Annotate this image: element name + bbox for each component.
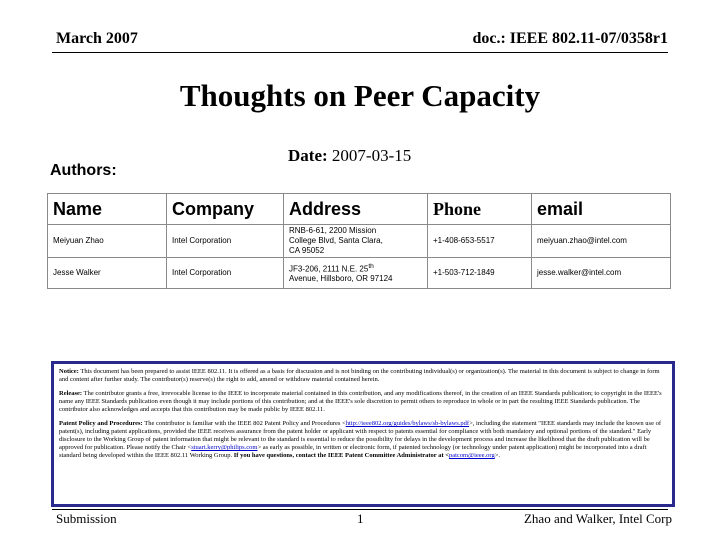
table-row: [48, 225, 671, 258]
notice-label: Notice:: [59, 368, 79, 375]
header-phone: Phone: [428, 194, 532, 225]
header-divider: [52, 52, 668, 53]
patent-text: > as early as possible, in written or electronic form, if patented technology (or technology under patent application) might be incorporated into a draft standard being developed within the IEEE 802.11 Working Group.: [59, 444, 647, 459]
slide-title: Thoughts on Peer Capacity: [179, 78, 541, 113]
notice-text: This document has been prepared to assist IEEE 802.11. It is offered as a basis for discussion and is not binding on the contributing individual(s) or organization(s). The material in this document is subject to change in form and content after further study. The contributor(s) reserve(s) the right to add, amend or withdraw material contained herein.: [59, 368, 660, 383]
author-name: Meiyuan Zhao: [48, 225, 167, 258]
author-phone: +1-503-712-1849: [428, 258, 532, 289]
header-doc-number: doc.: IEEE 802.11-07/0358r1: [472, 30, 668, 47]
patent-paragraph: [59, 420, 667, 460]
authors-table: [47, 193, 671, 289]
address-superscript: th: [368, 262, 374, 270]
table-header-row: [48, 194, 671, 225]
patent-text: >, including the statement "IEEE standards may include the known use of patent(s), including patent applications, provided the IEEE receives assurance from the patent holder or applicant with respect to patents essential for compliance with both mandatory and optional portions of the standard." Early disclosure to the Working Group of patent information that might be relevant to the standard is essential to reduce the possibility for delays in the development process and increase the likelihood that the draft publication will be approved for publication. Please notify the Chair <: [59, 420, 661, 451]
date-label: Date:: [288, 146, 328, 165]
ieee-notice-box: [51, 361, 675, 507]
patent-contact-text: If you have questions, contact the IEEE Patent Committee Administrator at <: [233, 452, 449, 459]
author-company: Intel Corporation: [167, 258, 284, 289]
chair-email-link[interactable]: stuart.kerry@philips.com: [191, 444, 258, 451]
author-name: Jesse Walker: [48, 258, 167, 289]
author-company: Intel Corporation: [167, 225, 284, 258]
address-line: College Blvd, Santa Clara,: [289, 236, 383, 245]
header-name: Name: [48, 194, 167, 225]
release-text: The contributor grants a free, irrevocable license to the IEEE to incorporate material contained in this contribution, and any modifications thereof, in the creation of an IEEE Standards publication; to copyright in the IEEE's name any IEEE Standards publication even though it may include portions of this contribution; and at the IEEE's sole discretion to permit others to reproduce in whole or in part the resulting IEEE Standards publication. The contributor also acknowledges and accepts that this contribution may be made public by IEEE 802.11.: [59, 390, 662, 413]
address-line: CA 95052: [289, 246, 325, 255]
author-email: meiyuan.zhao@intel.com: [532, 225, 671, 258]
header-address: Address: [284, 194, 428, 225]
author-email: jesse.walker@intel.com: [532, 258, 671, 289]
author-phone: +1-408-653-5517: [428, 225, 532, 258]
authors-label: Authors:: [50, 162, 117, 179]
footer-divider: [52, 509, 668, 510]
footer-submission: Submission: [56, 511, 117, 526]
release-label: Release:: [59, 390, 83, 397]
footer-authors: Zhao and Walker, Intel Corp: [523, 511, 672, 526]
patent-label: Patent Policy and Procedures:: [59, 420, 143, 427]
author-address: [284, 225, 428, 258]
notice-paragraph: [59, 368, 667, 384]
header-company: Company: [167, 194, 284, 225]
header-date: March 2007: [56, 30, 138, 47]
release-paragraph: [59, 390, 667, 414]
date-value: 2007-03-15: [331, 146, 412, 165]
address-line: JF3-206, 2111 N.E. 25: [289, 264, 369, 274]
address-line: RNB-6-61, 2200 Mission: [289, 226, 377, 235]
address-line: Avenue, Hillsboro, OR 97124: [289, 274, 393, 284]
patent-text: >.: [494, 452, 501, 459]
author-address: [284, 258, 428, 289]
date-line: [288, 146, 411, 166]
page-number: 1: [357, 511, 364, 526]
header-email: email: [532, 194, 671, 225]
patent-policy-link[interactable]: http://ieee802.org/guides/bylaws/sb-bylaws.pdf: [345, 420, 470, 427]
patcom-email-link[interactable]: patcom@ieee.org: [448, 452, 495, 459]
patent-text: The contributor is familiar with the IEEE 802 Patent Policy and Procedures <: [142, 420, 346, 427]
table-row: [48, 258, 671, 289]
